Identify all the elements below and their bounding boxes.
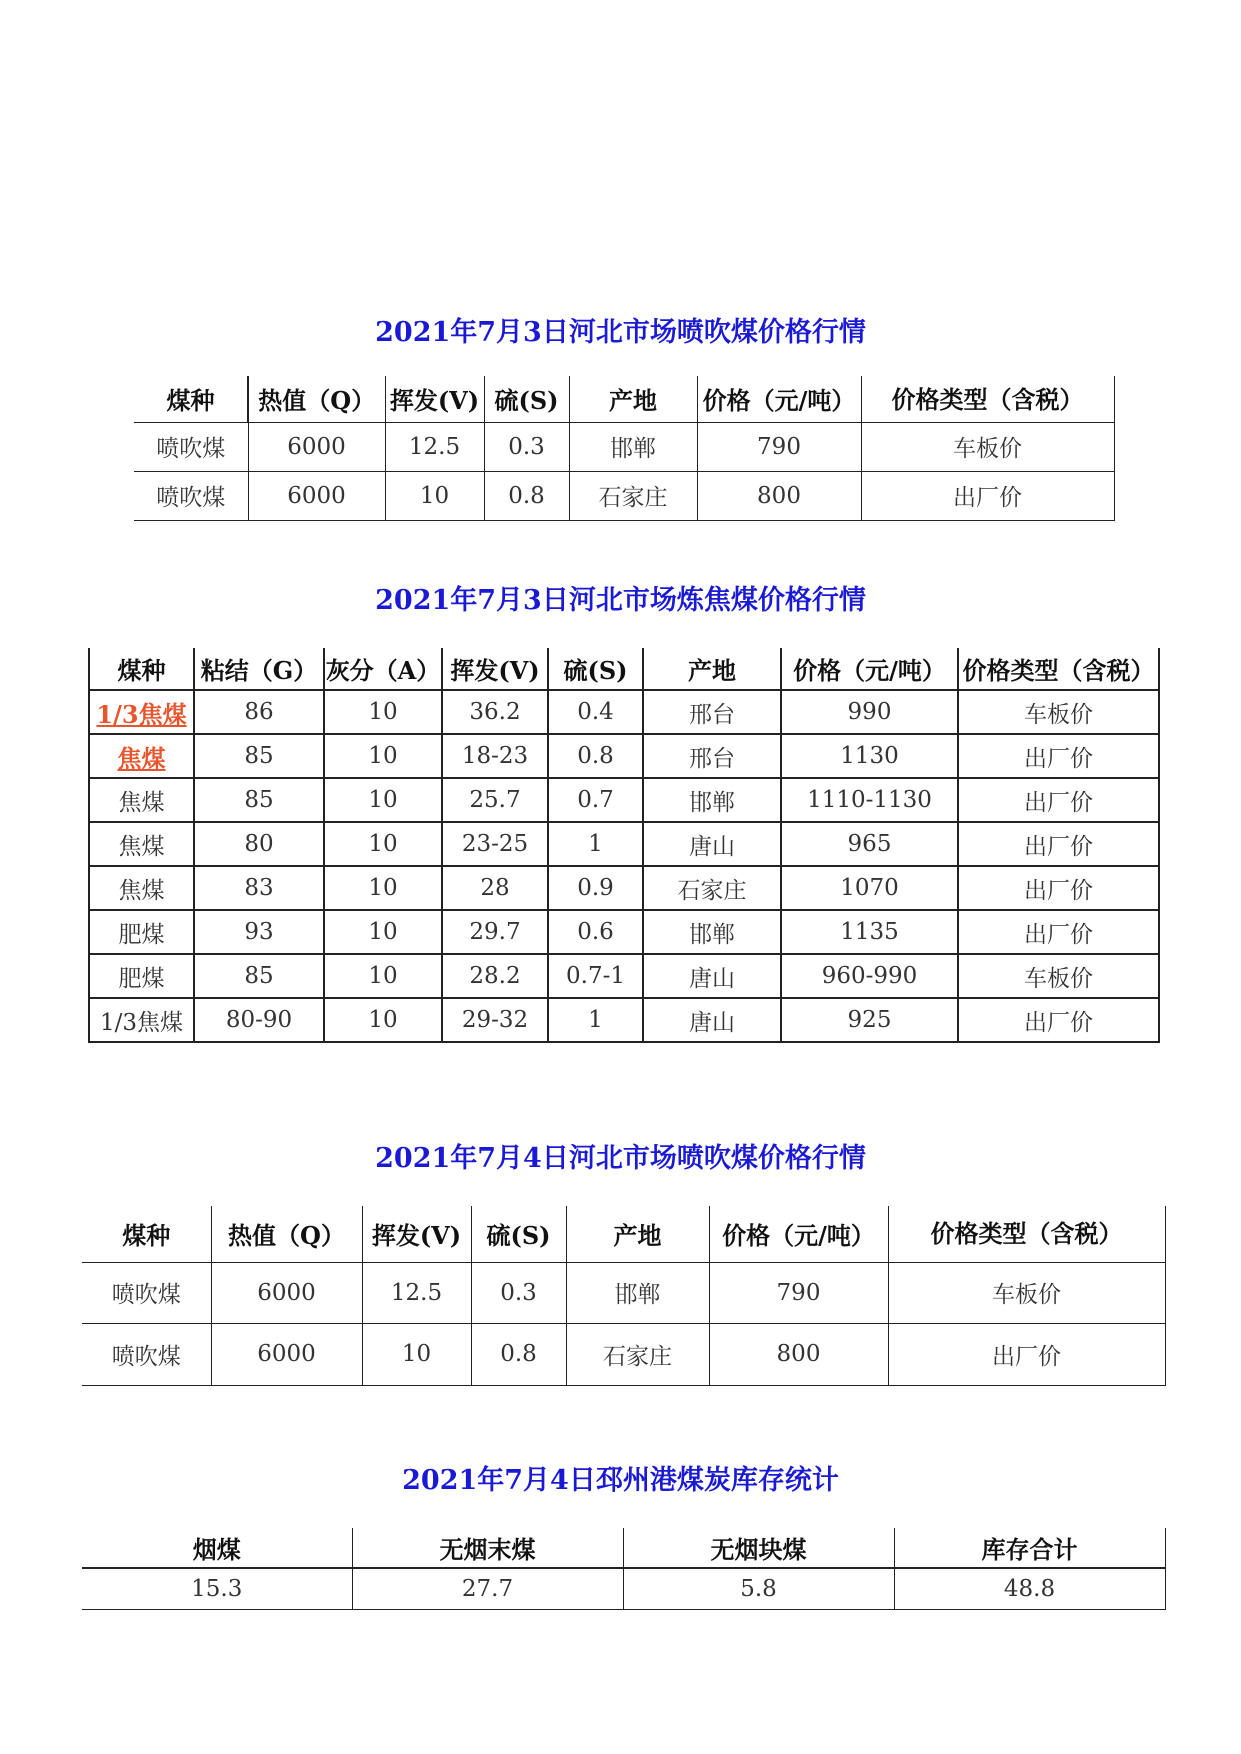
table-row [89,778,1159,822]
table-cell: 邯郸 [643,910,781,954]
header-cell: 灰分（A） [324,648,442,690]
header-cell: 价格类型（含税） [888,1206,1165,1262]
table-cell: 1 [548,822,643,866]
table-cell: 石家庄 [566,1323,709,1385]
header-cell: 无烟块煤 [623,1528,894,1568]
table-cell: 960-990 [781,954,958,998]
table-cell: 出厂价 [958,910,1159,954]
pulverized-coal-price-table-0704 [82,1206,1166,1386]
section-3-title: 2021年7月4日河北市场喷吹煤价格行情 [375,1143,866,1174]
table-cell: 6000 [211,1323,362,1385]
table-cell: 800 [697,471,861,520]
table-cell: 0.8 [484,471,569,520]
table-row [134,422,1114,471]
coking-coal-price-table-0703 [88,648,1160,1043]
table-cell: 石家庄 [643,866,781,910]
table-cell: 36.2 [442,690,548,734]
port-inventory-table-0704 [82,1528,1166,1610]
header-cell: 产地 [643,648,781,690]
table-cell: 27.7 [352,1568,623,1609]
table-cell: 出厂价 [958,998,1159,1042]
table-cell: 喷吹煤 [82,1262,211,1323]
header-cell: 挥发(V) [362,1206,471,1262]
header-cell: 价格（元/吨） [709,1206,888,1262]
table-cell: 12.5 [362,1262,471,1323]
table-cell: 93 [194,910,324,954]
table-cell: 10 [362,1323,471,1385]
table-header-row [82,1528,1165,1568]
header-cell: 价格（元/吨） [781,648,958,690]
table-cell: 肥煤 [89,954,194,998]
table-cell: 喷吹煤 [134,422,248,471]
table-cell: 0.4 [548,690,643,734]
table-header-row [89,648,1159,690]
table-cell: 出厂价 [888,1323,1165,1385]
header-cell: 硫(S) [484,376,569,422]
table-cell: 焦煤 [89,822,194,866]
table-row [82,1323,1165,1385]
table-cell: 焦煤 [89,778,194,822]
table-row [89,822,1159,866]
table-cell: 12.5 [385,422,484,471]
table-cell: 10 [324,866,442,910]
table-cell: 23-25 [442,822,548,866]
table-cell: 出厂价 [958,778,1159,822]
table-cell: 790 [697,422,861,471]
table-cell: 1070 [781,866,958,910]
table-cell: 0.9 [548,866,643,910]
table-cell: 10 [324,690,442,734]
table-row [134,471,1114,520]
table-cell-highlight: 焦煤 [89,734,194,778]
table-cell: 出厂价 [958,822,1159,866]
table-row [89,910,1159,954]
header-cell: 煤种 [134,376,248,422]
table-cell: 28.2 [442,954,548,998]
table-cell: 1130 [781,734,958,778]
table-cell: 18-23 [442,734,548,778]
table-cell: 85 [194,778,324,822]
table-cell: 焦煤 [89,866,194,910]
table-cell: 喷吹煤 [134,471,248,520]
table-cell: 990 [781,690,958,734]
table-cell: 0.6 [548,910,643,954]
header-cell: 价格类型（含税） [861,376,1114,422]
table-cell: 28 [442,866,548,910]
table-cell-highlight: 1/3焦煤 [89,690,194,734]
header-cell: 硫(S) [471,1206,566,1262]
table-cell: 出厂价 [958,734,1159,778]
table-cell: 唐山 [643,822,781,866]
header-cell: 价格（元/吨） [697,376,861,422]
table-cell: 邢台 [643,734,781,778]
header-cell: 挥发(V) [442,648,548,690]
header-cell: 产地 [566,1206,709,1262]
table-cell: 1 [548,998,643,1042]
header-cell: 库存合计 [894,1528,1165,1568]
table-cell: 出厂价 [861,471,1114,520]
table-cell: 10 [324,998,442,1042]
table-cell: 85 [194,954,324,998]
table-cell: 965 [781,822,958,866]
section-2-title: 2021年7月3日河北市场炼焦煤价格行情 [375,585,866,616]
table-cell: 0.7-1 [548,954,643,998]
table-row [89,954,1159,998]
table-cell: 0.3 [484,422,569,471]
table-header-row [134,376,1114,422]
pulverized-coal-price-table-0703 [134,376,1115,521]
table-cell: 1135 [781,910,958,954]
table-cell: 0.8 [548,734,643,778]
header-cell: 烟煤 [82,1528,352,1568]
table-cell: 车板价 [958,954,1159,998]
table-cell: 肥煤 [89,910,194,954]
table-cell: 6000 [248,422,385,471]
header-cell: 热值（Q） [248,376,385,422]
table-cell: 唐山 [643,954,781,998]
header-cell: 挥发(V) [385,376,484,422]
header-cell: 价格类型（含税） [958,648,1159,690]
header-cell: 煤种 [89,648,194,690]
table-cell: 邯郸 [643,778,781,822]
table-cell: 85 [194,734,324,778]
table-row [89,690,1159,734]
table-cell: 车板价 [958,690,1159,734]
section-4-title: 2021年7月4日邳州港煤炭库存统计 [402,1465,839,1496]
table-cell: 喷吹煤 [82,1323,211,1385]
table-header-row [82,1206,1165,1262]
table-cell: 出厂价 [958,866,1159,910]
table-cell: 29.7 [442,910,548,954]
table-cell: 0.8 [471,1323,566,1385]
table-row [89,998,1159,1042]
table-cell: 10 [324,822,442,866]
table-cell: 25.7 [442,778,548,822]
table-cell: 1/3焦煤 [89,998,194,1042]
table-cell: 80-90 [194,998,324,1042]
table-cell: 10 [324,910,442,954]
table-cell: 邯郸 [569,422,697,471]
table-cell: 10 [324,778,442,822]
table-row [89,734,1159,778]
table-cell: 790 [709,1262,888,1323]
table-cell: 10 [324,734,442,778]
table-cell: 10 [385,471,484,520]
table-cell: 80 [194,822,324,866]
table-cell: 5.8 [623,1568,894,1609]
table-cell: 1110-1130 [781,778,958,822]
table-cell: 0.3 [471,1262,566,1323]
table-cell: 29-32 [442,998,548,1042]
header-cell: 硫(S) [548,648,643,690]
table-cell: 6000 [248,471,385,520]
table-cell: 925 [781,998,958,1042]
header-cell: 产地 [569,376,697,422]
header-cell: 煤种 [82,1206,211,1262]
table-cell: 15.3 [82,1568,352,1609]
header-cell: 粘结（G） [194,648,324,690]
table-row [82,1262,1165,1323]
table-cell: 800 [709,1323,888,1385]
table-row [82,1568,1165,1609]
table-cell: 83 [194,866,324,910]
table-cell: 唐山 [643,998,781,1042]
table-cell: 86 [194,690,324,734]
table-cell: 车板价 [888,1262,1165,1323]
table-cell: 0.7 [548,778,643,822]
table-cell: 石家庄 [569,471,697,520]
table-cell: 车板价 [861,422,1114,471]
table-row [89,866,1159,910]
table-cell: 10 [324,954,442,998]
section-1-title: 2021年7月3日河北市场喷吹煤价格行情 [375,317,866,348]
header-cell: 热值（Q） [211,1206,362,1262]
header-cell: 无烟末煤 [352,1528,623,1568]
table-cell: 邢台 [643,690,781,734]
table-cell: 邯郸 [566,1262,709,1323]
table-cell: 6000 [211,1262,362,1323]
table-cell: 48.8 [894,1568,1165,1609]
